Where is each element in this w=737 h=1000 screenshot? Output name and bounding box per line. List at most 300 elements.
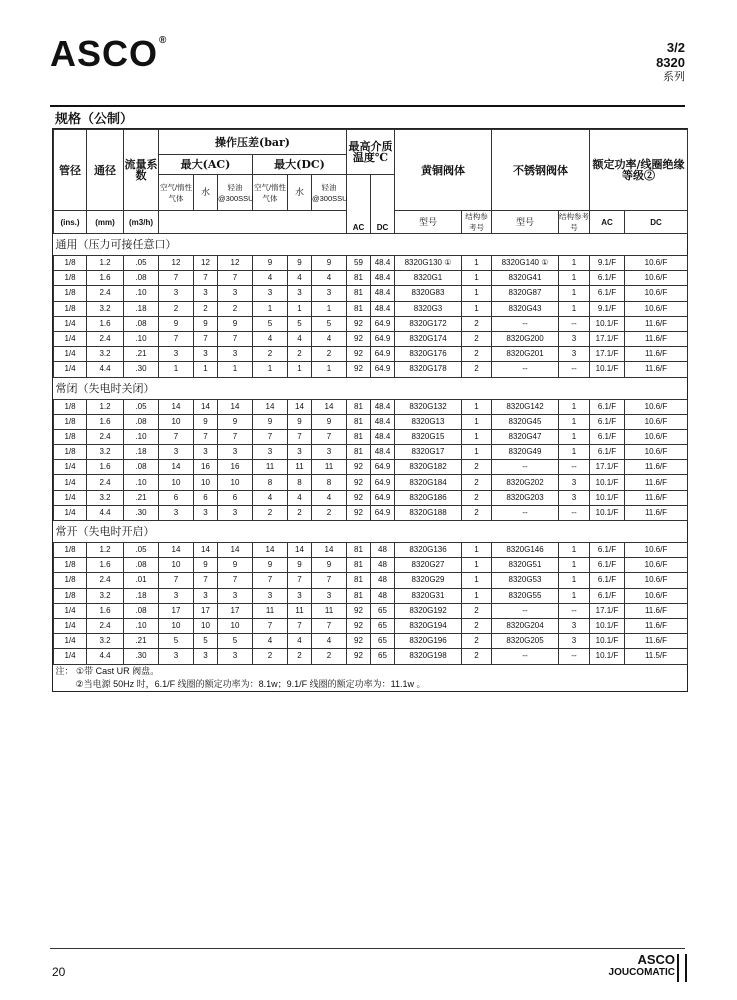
table-row — [54, 271, 688, 286]
table-cell: 81 — [347, 286, 371, 301]
table-cell: 2 — [462, 634, 492, 649]
table-cell: 1 — [462, 301, 492, 316]
table-cell: .18 — [124, 588, 159, 603]
table-cell: 10.1/F — [590, 490, 625, 505]
table-cell: 12 — [194, 256, 218, 271]
table-cell: 10.6/F — [625, 445, 688, 460]
table-cell: 92 — [347, 618, 371, 633]
table-cell: 92 — [347, 475, 371, 490]
table-cell: 6.1/F — [590, 399, 625, 414]
table-cell: 11.5/F — [625, 649, 688, 664]
table-cell: 10.6/F — [625, 414, 688, 429]
table-cell: .18 — [124, 301, 159, 316]
table-cell: 7 — [159, 573, 194, 588]
table-cell: 6.1/F — [590, 543, 625, 558]
spec-table-container — [52, 128, 688, 692]
table-cell: 14 — [159, 460, 194, 475]
spec-table — [53, 129, 688, 691]
table-cell: 10.6/F — [625, 399, 688, 414]
table-cell: 2 — [462, 316, 492, 331]
table-cell: 7 — [218, 271, 253, 286]
table-cell: 2 — [194, 301, 218, 316]
col-dc-oil: 轻油@300SSU — [312, 175, 347, 211]
table-cell: 7 — [288, 618, 312, 633]
col-brass-model: 型号 — [395, 211, 462, 234]
col-pipe: 管径 — [54, 130, 87, 211]
table-cell: 1/4 — [54, 331, 87, 346]
table-cell: 4 — [253, 490, 288, 505]
table-cell: 3 — [218, 649, 253, 664]
table-cell: 8320G43 — [492, 301, 559, 316]
table-row — [54, 603, 688, 618]
note-row — [54, 664, 688, 678]
table-cell: 1 — [218, 362, 253, 377]
table-cell: 64.9 — [371, 460, 395, 475]
table-cell: 1 — [253, 362, 288, 377]
table-cell: 3.2 — [87, 634, 124, 649]
footer-brand: JOUCOMATIC — [608, 967, 675, 978]
table-cell: 1/4 — [54, 490, 87, 505]
table-cell: 2.4 — [87, 429, 124, 444]
table-cell: 17.1/F — [590, 347, 625, 362]
table-cell: 48.4 — [371, 271, 395, 286]
table-row — [54, 331, 688, 346]
header-divider — [50, 105, 685, 107]
table-cell: 9 — [194, 316, 218, 331]
table-cell: -- — [559, 460, 590, 475]
table-cell: 1 — [462, 573, 492, 588]
table-cell: 59 — [347, 256, 371, 271]
table-cell: 2 — [253, 649, 288, 664]
table-cell: 65 — [371, 649, 395, 664]
table-cell: .08 — [124, 271, 159, 286]
table-cell: 8320G29 — [395, 573, 462, 588]
table-cell: 3 — [288, 445, 312, 460]
table-cell: 12 — [218, 256, 253, 271]
table-cell: 1/8 — [54, 588, 87, 603]
table-cell: 2.4 — [87, 286, 124, 301]
table-cell: 11.6/F — [625, 316, 688, 331]
table-cell: .10 — [124, 475, 159, 490]
table-cell: 1 — [462, 414, 492, 429]
col-steel-struct: 结构参考号 — [559, 212, 589, 232]
table-cell: 9 — [253, 256, 288, 271]
section-title: 常开（失电时开启） — [54, 521, 688, 543]
table-cell: 8320G188 — [395, 505, 462, 520]
table-cell: 8320G192 — [395, 603, 462, 618]
table-cell: 92 — [347, 649, 371, 664]
table-row — [54, 460, 688, 475]
table-cell: 3.2 — [87, 445, 124, 460]
section-header — [54, 521, 688, 543]
table-cell: 11.6/F — [625, 603, 688, 618]
table-cell: 1/8 — [54, 414, 87, 429]
table-cell: 8320G176 — [395, 347, 462, 362]
table-cell: -- — [492, 316, 559, 331]
table-cell: 92 — [347, 505, 371, 520]
table-cell: 1.6 — [87, 603, 124, 618]
table-cell: 11 — [253, 603, 288, 618]
table-cell: 11.6/F — [625, 618, 688, 633]
table-cell: 14 — [288, 399, 312, 414]
table-cell: 3 — [559, 475, 590, 490]
table-cell: 4.4 — [87, 649, 124, 664]
table-cell: 3.2 — [87, 301, 124, 316]
table-cell: 2 — [312, 505, 347, 520]
unit-pressure-blank — [159, 211, 347, 234]
table-cell: .21 — [124, 490, 159, 505]
table-cell: 6.1/F — [590, 445, 625, 460]
table-cell: 64.9 — [371, 331, 395, 346]
table-cell: 14 — [312, 399, 347, 414]
table-cell: 92 — [347, 362, 371, 377]
table-cell: 10 — [159, 618, 194, 633]
table-row — [54, 301, 688, 316]
table-cell: 1/8 — [54, 558, 87, 573]
table-row — [54, 558, 688, 573]
col-ac-water: 水 — [194, 175, 218, 211]
table-cell: 48.4 — [371, 286, 395, 301]
series-label — [656, 40, 685, 85]
table-cell: 92 — [347, 634, 371, 649]
table-cell: 11.6/F — [625, 475, 688, 490]
table-cell: 1 — [253, 301, 288, 316]
col-power-ac: AC — [590, 211, 625, 234]
table-cell: 8320G1 — [395, 271, 462, 286]
table-cell: 3 — [218, 445, 253, 460]
table-cell: 3 — [194, 286, 218, 301]
table-cell: 3 — [312, 588, 347, 603]
table-cell: 7 — [218, 429, 253, 444]
table-cell: 92 — [347, 490, 371, 505]
table-cell: 48.4 — [371, 445, 395, 460]
table-cell: 2 — [288, 505, 312, 520]
table-cell: 16 — [194, 460, 218, 475]
footer-logo — [609, 952, 675, 978]
table-cell: 3 — [218, 347, 253, 362]
table-cell: -- — [559, 603, 590, 618]
table-cell: 10.6/F — [625, 286, 688, 301]
table-cell: 16 — [218, 460, 253, 475]
table-cell: 81 — [347, 445, 371, 460]
table-cell: -- — [559, 505, 590, 520]
table-cell: 48 — [371, 543, 395, 558]
table-cell: 10.1/F — [590, 505, 625, 520]
table-cell: 2 — [462, 505, 492, 520]
table-cell: 81 — [347, 429, 371, 444]
table-row — [54, 573, 688, 588]
table-cell: 1 — [559, 414, 590, 429]
table-cell: 10 — [194, 475, 218, 490]
table-cell: 10 — [218, 475, 253, 490]
table-cell: 10.1/F — [590, 618, 625, 633]
table-cell: 14 — [194, 399, 218, 414]
table-cell: 1/8 — [54, 429, 87, 444]
table-cell: .08 — [124, 414, 159, 429]
table-cell: 2 — [462, 649, 492, 664]
table-cell: 1 — [462, 543, 492, 558]
table-cell: 6.1/F — [590, 558, 625, 573]
table-cell: 3 — [159, 347, 194, 362]
table-cell: 3 — [288, 588, 312, 603]
table-cell: 8 — [288, 475, 312, 490]
table-cell: 1 — [559, 445, 590, 460]
table-cell: 8320G17 — [395, 445, 462, 460]
table-row — [54, 414, 688, 429]
table-cell: 10.6/F — [625, 256, 688, 271]
table-cell: 10.1/F — [590, 649, 625, 664]
table-cell: .01 — [124, 573, 159, 588]
table-cell: 2 — [253, 505, 288, 520]
table-cell: 7 — [194, 331, 218, 346]
table-cell: 7 — [194, 271, 218, 286]
col-bore: 通径 — [87, 130, 124, 211]
table-cell: -- — [559, 649, 590, 664]
table-cell: 2 — [462, 362, 492, 377]
table-cell: 1.2 — [87, 399, 124, 414]
table-cell: 6 — [218, 490, 253, 505]
table-cell: 8320G204 — [492, 618, 559, 633]
table-cell: 14 — [159, 543, 194, 558]
table-cell: 3 — [159, 588, 194, 603]
table-cell: 1 — [462, 588, 492, 603]
table-cell: 8320G140 ① — [492, 256, 559, 271]
table-cell: 9 — [159, 316, 194, 331]
col-temp-dc: DC — [371, 175, 395, 234]
table-cell: 7 — [159, 331, 194, 346]
table-cell: 7 — [288, 573, 312, 588]
table-cell: 4 — [312, 490, 347, 505]
table-cell: 48.4 — [371, 429, 395, 444]
table-cell: 81 — [347, 399, 371, 414]
table-cell: 1/4 — [54, 505, 87, 520]
table-cell: 8320G49 — [492, 445, 559, 460]
table-cell: 1.6 — [87, 558, 124, 573]
table-cell: 8320G194 — [395, 618, 462, 633]
table-cell: 6.1/F — [590, 429, 625, 444]
col-temp-ac: AC — [347, 175, 371, 234]
table-cell: 2 — [462, 618, 492, 633]
table-cell: 2 — [288, 649, 312, 664]
table-cell: 1/8 — [54, 301, 87, 316]
table-cell: -- — [492, 460, 559, 475]
table-cell: 9.1/F — [590, 256, 625, 271]
table-cell: 11 — [253, 460, 288, 475]
table-cell: 64.9 — [371, 490, 395, 505]
table-cell: 8320G15 — [395, 429, 462, 444]
table-cell: 6.1/F — [590, 414, 625, 429]
footer-divider — [50, 948, 685, 949]
table-cell: 3 — [194, 505, 218, 520]
note-text: ②当电源 50Hz 时，6.1/F 线圈的额定功率为：8.1w；9.1/F 线圈的额定功率为：11.1w 。 — [75, 678, 426, 689]
table-cell: 3 — [312, 286, 347, 301]
table-cell: 4 — [253, 634, 288, 649]
unit-pipe: (ins.) — [54, 211, 87, 234]
asco-logo: ASCO® — [50, 33, 168, 74]
table-cell: -- — [492, 505, 559, 520]
table-cell: 1 — [559, 588, 590, 603]
col-power-dc: DC — [625, 211, 688, 234]
table-cell: 1/4 — [54, 649, 87, 664]
table-cell: 65 — [371, 634, 395, 649]
table-cell: 6.1/F — [590, 588, 625, 603]
table-cell: 1.6 — [87, 414, 124, 429]
page-number: 20 — [52, 965, 66, 979]
table-cell: 2 — [462, 347, 492, 362]
table-cell: 11.6/F — [625, 634, 688, 649]
table-cell: 7 — [312, 573, 347, 588]
table-row — [54, 347, 688, 362]
table-cell: 1 — [462, 445, 492, 460]
table-cell: 3 — [218, 286, 253, 301]
table-cell: 9 — [218, 316, 253, 331]
table-cell: 1/8 — [54, 445, 87, 460]
table-cell: -- — [492, 603, 559, 618]
table-cell: 4 — [288, 490, 312, 505]
col-steel-model: 型号 — [492, 211, 559, 234]
table-cell: 1 — [559, 399, 590, 414]
table-cell: 9 — [253, 414, 288, 429]
table-cell: 3 — [159, 505, 194, 520]
table-cell: 8320G51 — [492, 558, 559, 573]
col-max-dc: 最大(DC) — [253, 155, 347, 175]
table-cell: 9 — [253, 558, 288, 573]
table-cell: 1 — [462, 429, 492, 444]
table-cell: 7 — [253, 429, 288, 444]
table-cell: 9 — [288, 256, 312, 271]
table-cell: 2 — [462, 603, 492, 618]
table-cell: 1 — [559, 573, 590, 588]
table-cell: 4.4 — [87, 362, 124, 377]
table-cell: 2 — [312, 347, 347, 362]
table-cell: 8320G132 — [395, 399, 462, 414]
table-cell: 14 — [194, 543, 218, 558]
section-title: 常闭（失电时关闭） — [54, 377, 688, 399]
table-cell: 10.6/F — [625, 588, 688, 603]
spec-title: 规格（公制） — [55, 112, 134, 127]
table-cell: 3 — [253, 445, 288, 460]
table-cell: 4 — [288, 331, 312, 346]
table-cell: .10 — [124, 331, 159, 346]
table-cell: 14 — [218, 399, 253, 414]
section-header — [54, 234, 688, 256]
unit-flow: (m3/h) — [124, 211, 159, 234]
table-cell: .05 — [124, 543, 159, 558]
table-cell: 3 — [559, 618, 590, 633]
table-cell: 8320G201 — [492, 347, 559, 362]
table-cell: 10 — [159, 475, 194, 490]
table-cell: 81 — [347, 558, 371, 573]
table-cell: 9 — [194, 414, 218, 429]
table-cell: 11.6/F — [625, 347, 688, 362]
table-cell: 1 — [312, 362, 347, 377]
table-cell: 4 — [312, 331, 347, 346]
table-cell: 8320G45 — [492, 414, 559, 429]
series-model: 8320 — [656, 55, 685, 70]
table-cell: 10.1/F — [590, 316, 625, 331]
table-row — [54, 588, 688, 603]
table-cell: 8 — [253, 475, 288, 490]
table-cell: 5 — [218, 634, 253, 649]
table-cell: .05 — [124, 399, 159, 414]
table-cell: 2 — [288, 347, 312, 362]
unit-bore: (mm) — [87, 211, 124, 234]
col-steel: 不锈钢阀体 — [492, 130, 590, 211]
note-row — [54, 678, 688, 691]
table-cell: 92 — [347, 603, 371, 618]
table-row — [54, 445, 688, 460]
table-cell: 9 — [194, 558, 218, 573]
table-cell: 8320G27 — [395, 558, 462, 573]
table-cell: 65 — [371, 618, 395, 633]
table-cell: 65 — [371, 603, 395, 618]
col-flow: 流量系数 — [124, 130, 159, 211]
table-cell: 92 — [347, 460, 371, 475]
table-cell: 10 — [159, 558, 194, 573]
table-cell: .30 — [124, 505, 159, 520]
table-cell: 1/8 — [54, 573, 87, 588]
table-cell: 4 — [253, 271, 288, 286]
table-cell: 1/4 — [54, 347, 87, 362]
table-cell: 1 — [288, 301, 312, 316]
table-cell: 7 — [159, 271, 194, 286]
series-number: 3/2 — [666, 40, 685, 55]
table-cell: 9 — [312, 414, 347, 429]
table-cell: 48.4 — [371, 256, 395, 271]
table-cell: 64.9 — [371, 505, 395, 520]
table-row — [54, 256, 688, 271]
table-cell: 3 — [559, 331, 590, 346]
col-max-ac: 最大(AC) — [159, 155, 253, 175]
table-cell: .30 — [124, 649, 159, 664]
table-cell: 17 — [159, 603, 194, 618]
table-cell: 64.9 — [371, 362, 395, 377]
table-cell: 1/4 — [54, 475, 87, 490]
table-cell: 8320G83 — [395, 286, 462, 301]
table-cell: .05 — [124, 256, 159, 271]
table-cell: 1/4 — [54, 460, 87, 475]
table-cell: 3 — [218, 505, 253, 520]
table-cell: 81 — [347, 543, 371, 558]
table-cell: 2.4 — [87, 618, 124, 633]
table-cell: 10.6/F — [625, 573, 688, 588]
table-cell: 14 — [288, 543, 312, 558]
table-cell: 1.6 — [87, 271, 124, 286]
table-cell: 8 — [312, 475, 347, 490]
table-cell: 5 — [288, 316, 312, 331]
table-cell: .10 — [124, 618, 159, 633]
table-cell: 9 — [312, 558, 347, 573]
table-cell: 9 — [288, 414, 312, 429]
table-cell: .10 — [124, 286, 159, 301]
table-cell: 2 — [462, 331, 492, 346]
table-cell: 4 — [288, 271, 312, 286]
table-cell: 6.1/F — [590, 573, 625, 588]
table-cell: 1 — [462, 286, 492, 301]
table-cell: 9 — [288, 558, 312, 573]
table-cell: 10 — [194, 618, 218, 633]
table-cell: 3 — [253, 588, 288, 603]
table-cell: 9 — [218, 414, 253, 429]
table-cell: 8320G184 — [395, 475, 462, 490]
table-cell: 1 — [559, 256, 590, 271]
table-cell: 2 — [218, 301, 253, 316]
table-cell: 2 — [462, 460, 492, 475]
table-cell: 10 — [218, 618, 253, 633]
table-cell: 1 — [159, 362, 194, 377]
table-cell: .30 — [124, 362, 159, 377]
table-cell: 3 — [559, 634, 590, 649]
